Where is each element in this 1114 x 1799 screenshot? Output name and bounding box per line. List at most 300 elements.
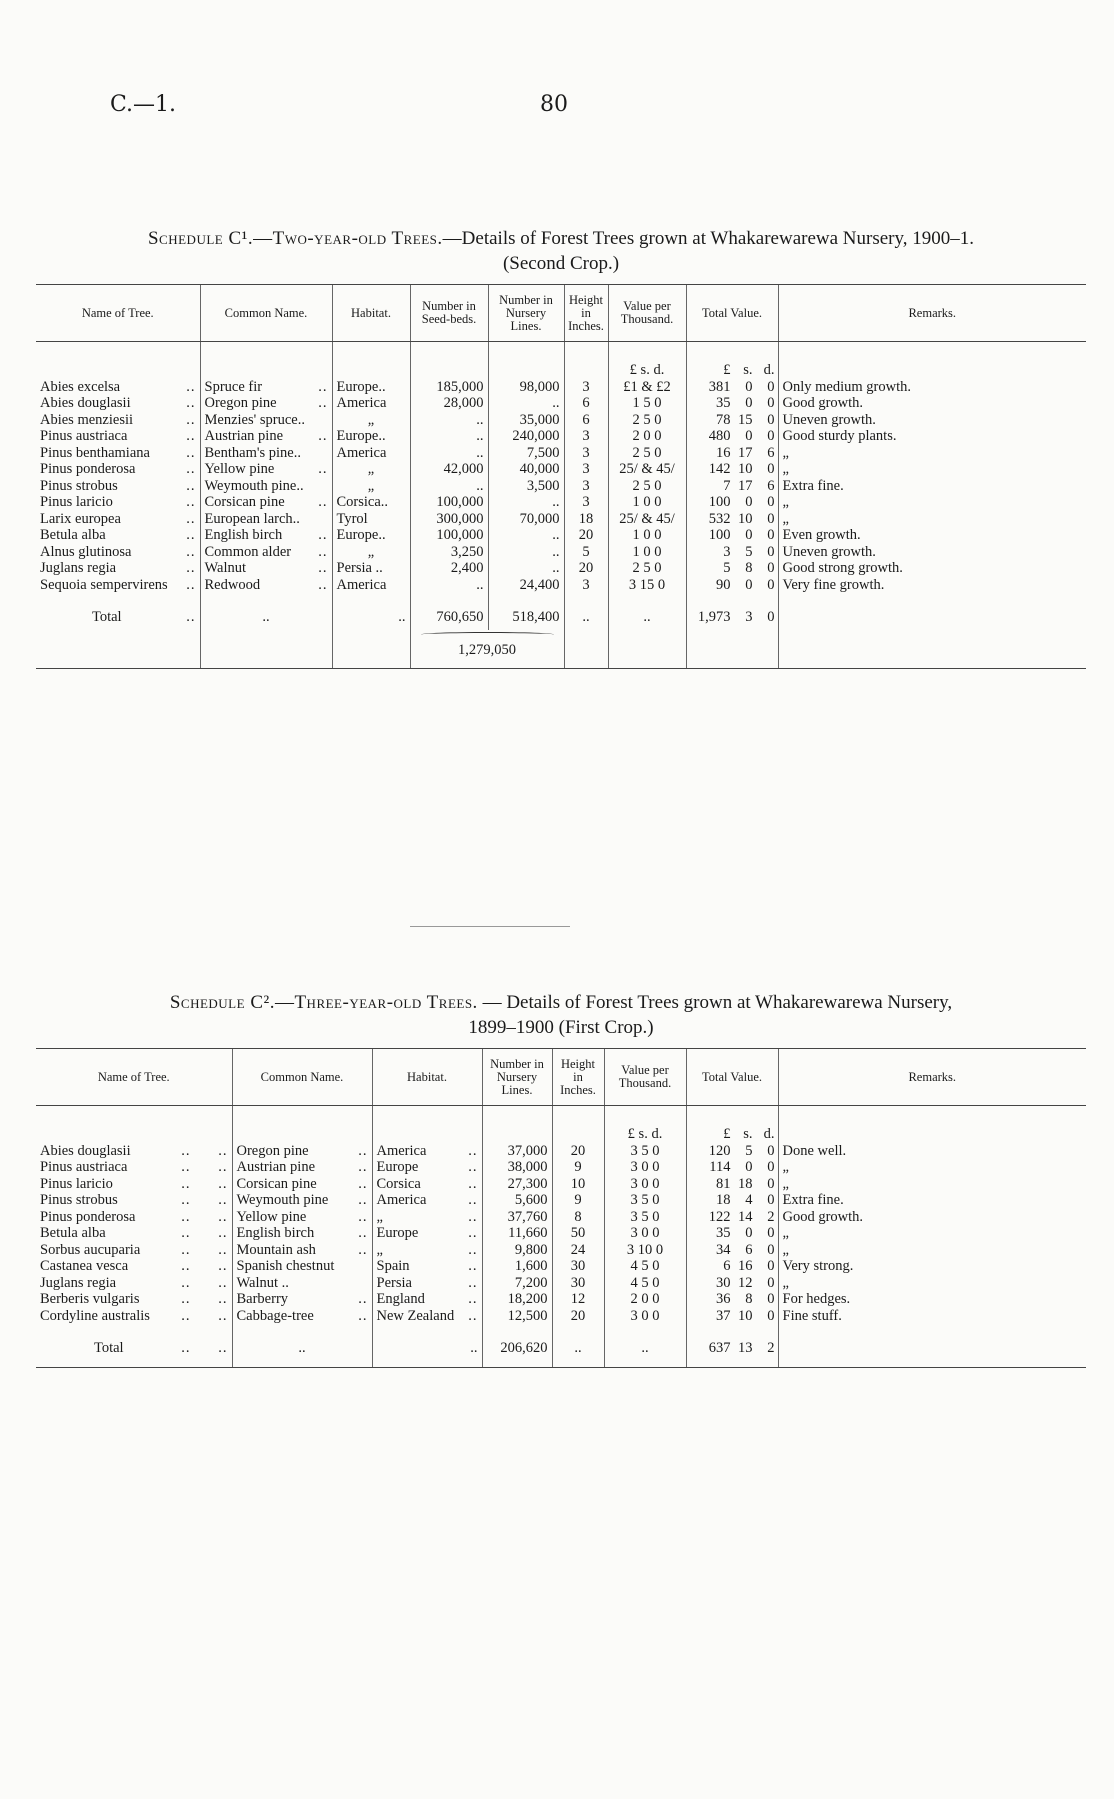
- total-shillings: 10: [738, 1307, 753, 1324]
- seedbeds-count: ..: [410, 412, 488, 429]
- seedbeds-total: 760,650: [410, 593, 488, 630]
- total-shillings: 0: [745, 395, 753, 411]
- tree-name: Pinus strobus .. ..: [40, 1192, 228, 1208]
- height: 18: [564, 511, 608, 528]
- nursery-count: 37,000: [482, 1143, 552, 1160]
- empty-cell: [410, 342, 488, 379]
- column-header: Common Name.: [232, 1049, 372, 1106]
- total-value-cell: [686, 1275, 778, 1292]
- nursery-count: 1,600: [482, 1258, 552, 1275]
- remarks: Only medium growth.: [778, 379, 1086, 396]
- remarks: Extra fine.: [778, 478, 1086, 495]
- habitat: „ ..: [372, 1209, 482, 1226]
- tree-name: Juglans regia .. ..: [40, 1274, 228, 1291]
- tree-name: Pinus ponderosa .. ..: [40, 1208, 228, 1225]
- tree-name: Sorbus aucuparia .. ..: [40, 1241, 228, 1258]
- total-pounds: 5: [723, 560, 731, 576]
- schedule2-title-rest: — Details of Forest Trees grown at Whakarewarewa Nursery,: [477, 992, 953, 1013]
- height-total: ..: [564, 593, 608, 630]
- value-per-thousand: 3 5 0: [604, 1192, 686, 1209]
- table-row: [36, 1242, 1086, 1259]
- total-pounds: 637: [708, 1340, 731, 1356]
- table-row: [36, 428, 1086, 445]
- nursery-total: 518,400: [488, 593, 564, 630]
- total-pence: 0: [767, 461, 775, 477]
- empty-cell: [372, 1106, 482, 1143]
- habitat: America ..: [372, 1192, 482, 1209]
- total-shillings: 8: [745, 560, 753, 576]
- height-total: ..: [552, 1324, 604, 1367]
- common-name: Corsican pine ..: [232, 1176, 372, 1193]
- total-pounds: 381: [708, 378, 731, 395]
- habitat: Europe..: [332, 428, 410, 445]
- remarks: Very strong.: [778, 1258, 1086, 1275]
- total-value-cell: [686, 1143, 778, 1160]
- total-pounds: 34: [716, 1241, 731, 1258]
- total-value-cell: [686, 1324, 778, 1367]
- value-per-thousand: 1 0 0: [608, 527, 686, 544]
- remarks: „: [778, 445, 1086, 462]
- total-shillings: 0: [745, 1225, 753, 1241]
- table-row: [36, 1143, 1086, 1160]
- empty-cell: [778, 342, 1086, 379]
- value-units: £ s. d.: [608, 342, 686, 379]
- table-row: [36, 544, 1086, 561]
- tree-name: Pinus laricio .. ..: [40, 1175, 228, 1192]
- common-name-blank: ..: [232, 1324, 372, 1367]
- empty-cell: [564, 342, 608, 379]
- table-row: [36, 1258, 1086, 1275]
- total-value-cell: [686, 577, 778, 594]
- height: 20: [552, 1308, 604, 1325]
- total-pence: 0: [767, 543, 775, 560]
- schedule1-title-prefix: Schedule C¹.: [147, 228, 254, 249]
- total-pounds: 37: [716, 1307, 731, 1324]
- seedbeds-count: ..: [410, 428, 488, 445]
- table-row: [36, 527, 1086, 544]
- height: 9: [552, 1192, 604, 1209]
- total-pence: 2: [767, 1208, 775, 1225]
- value-per-thousand: 2 5 0: [608, 560, 686, 577]
- value-per-thousand: 3 5 0: [604, 1209, 686, 1226]
- value-units: £ s. d.: [604, 1106, 686, 1143]
- total-pounds: 16: [716, 444, 731, 461]
- total-value-cell: [686, 428, 778, 445]
- tree-name: Pinus benthamiana ..: [40, 444, 196, 461]
- tree-name: Betula alba .. ..: [40, 1225, 228, 1241]
- tree-name: Abies excelsa ..: [40, 378, 196, 395]
- total-shillings: 5: [745, 543, 753, 560]
- tree-name: Alnus glutinosa ..: [40, 543, 196, 560]
- total-pence: 0: [767, 1291, 775, 1307]
- value-per-thousand: 3 10 0: [604, 1242, 686, 1259]
- empty-cell: [200, 630, 332, 669]
- remarks: Good growth.: [778, 395, 1086, 412]
- remarks: „: [778, 511, 1086, 528]
- total-pence: 6: [767, 444, 775, 461]
- total-pounds: 35: [716, 395, 731, 411]
- total-shillings: 18: [738, 1175, 753, 1192]
- nursery-count: ..: [488, 544, 564, 561]
- total-value-cell: [686, 1225, 778, 1242]
- empty-cell: [564, 630, 608, 669]
- habitat: Persia ..: [372, 1275, 482, 1292]
- schedule1-table: [36, 284, 1086, 669]
- height: 20: [564, 527, 608, 544]
- tree-name: Pinus strobus ..: [40, 477, 196, 494]
- tree-name: Abies menziesii ..: [40, 411, 196, 428]
- nursery-count: ..: [488, 527, 564, 544]
- nursery-count: 7,200: [482, 1275, 552, 1292]
- remarks: Good strong growth.: [778, 560, 1086, 577]
- height: 24: [552, 1242, 604, 1259]
- total-pence: 0: [767, 494, 775, 510]
- common-name: English birch ..: [232, 1225, 372, 1242]
- value-per-thousand: 2 5 0: [608, 478, 686, 495]
- value-per-thousand: 2 5 0: [608, 445, 686, 462]
- height: 5: [564, 544, 608, 561]
- remarks: „: [778, 461, 1086, 478]
- nursery-count: 24,400: [488, 577, 564, 594]
- column-header: Habitat.: [372, 1049, 482, 1106]
- total-pounds: 114: [709, 1159, 731, 1175]
- value-per-thousand: 3 0 0: [604, 1308, 686, 1325]
- height: 3: [564, 461, 608, 478]
- total-shillings: 17: [738, 477, 753, 494]
- table-row: [36, 1225, 1086, 1242]
- height: 6: [564, 395, 608, 412]
- nursery-count: 3,500: [488, 478, 564, 495]
- common-name: Spruce fir ..: [200, 379, 332, 396]
- height: 3: [564, 577, 608, 594]
- tree-name: Abies douglasii ..: [40, 395, 196, 411]
- total-value-cell: [686, 1291, 778, 1308]
- schedule1-title: [46, 226, 1076, 276]
- tree-name: Betula alba ..: [40, 527, 196, 543]
- common-name: European larch..: [200, 511, 332, 528]
- nursery-total: 206,620: [482, 1324, 552, 1367]
- total-pounds: 6: [723, 1258, 731, 1274]
- habitat: „ ..: [372, 1242, 482, 1259]
- table-row: [36, 577, 1086, 594]
- common-name: Bentham's pine..: [200, 445, 332, 462]
- common-name: Common alder ..: [200, 544, 332, 561]
- seedbeds-count: 2,400: [410, 560, 488, 577]
- remarks: Even growth.: [778, 527, 1086, 544]
- total-value-cell: [686, 544, 778, 561]
- tree-name: Castanea vesca .. ..: [40, 1258, 228, 1274]
- total-pence: 0: [767, 1307, 775, 1324]
- column-header: Number in Seed-beds.: [410, 285, 488, 342]
- total-shillings: 0: [745, 378, 753, 395]
- schedule2-title-prefix: Schedule C².: [169, 992, 275, 1013]
- table-row: [36, 1308, 1086, 1325]
- total-row: [36, 593, 1086, 630]
- column-header: Total Value.: [686, 285, 778, 342]
- table-row: [36, 1291, 1086, 1308]
- value-per-thousand: 2 0 0: [608, 428, 686, 445]
- habitat: Europe..: [332, 379, 410, 396]
- page-number: 80: [540, 92, 568, 117]
- table-row: [36, 1275, 1086, 1292]
- common-name: Barberry ..: [232, 1291, 372, 1308]
- total-shillings: 14: [738, 1208, 753, 1225]
- height: 3: [564, 428, 608, 445]
- habitat: England ..: [372, 1291, 482, 1308]
- total-pounds: 18: [716, 1192, 731, 1208]
- value-total: ..: [608, 593, 686, 630]
- total-pence: d.: [763, 1126, 775, 1142]
- total-pence: 0: [767, 1175, 775, 1192]
- tree-name: Pinus laricio ..: [40, 494, 196, 510]
- total-shillings: 16: [738, 1258, 753, 1274]
- column-header: Number in Nursery Lines.: [482, 1049, 552, 1106]
- habitat: „: [332, 544, 410, 561]
- schedule1-title-rest: —Details of Forest Trees grown at Whakarewarewa Nursery, 1900–1.: [442, 228, 975, 249]
- total-pounds: 7: [723, 477, 731, 494]
- remarks: „: [778, 494, 1086, 511]
- total-pounds: 1,973: [697, 609, 731, 625]
- value-per-thousand: 4 5 0: [604, 1275, 686, 1292]
- value-per-thousand: 3 15 0: [608, 577, 686, 594]
- value-per-thousand: 1 0 0: [608, 544, 686, 561]
- total-pence: 0: [767, 1274, 775, 1291]
- nursery-count: 12,500: [482, 1308, 552, 1325]
- grand-total-row: [36, 630, 1086, 669]
- height: 20: [552, 1143, 604, 1160]
- table-row: [36, 395, 1086, 412]
- total-value-cell: [686, 1192, 778, 1209]
- nursery-count: 40,000: [488, 461, 564, 478]
- total-pounds: £: [723, 1126, 731, 1142]
- common-name: Yellow pine ..: [232, 1209, 372, 1226]
- total-value-cell: [686, 395, 778, 412]
- empty-cell: [482, 1106, 552, 1143]
- total-shillings: 0: [745, 494, 753, 510]
- empty-cell: [232, 1106, 372, 1143]
- total-shillings: 3: [745, 609, 753, 625]
- total-shillings: 0: [745, 576, 753, 593]
- total-pence: 0: [767, 1159, 775, 1175]
- habitat: New Zealand ..: [372, 1308, 482, 1325]
- total-shillings: 6: [745, 1241, 753, 1258]
- height: 50: [552, 1225, 604, 1242]
- common-name-blank: ..: [200, 593, 332, 630]
- value-per-thousand: 2 0 0: [604, 1291, 686, 1308]
- empty-cell: [36, 1106, 232, 1143]
- habitat: „: [332, 461, 410, 478]
- nursery-count: 38,000: [482, 1159, 552, 1176]
- table-row: [36, 1209, 1086, 1226]
- remarks: Uneven growth.: [778, 544, 1086, 561]
- total-pence: 0: [767, 527, 775, 543]
- tree-name: Sequoia sempervirens ..: [40, 576, 196, 593]
- empty-cell: [778, 1106, 1086, 1143]
- habitat: America: [332, 395, 410, 412]
- schedule2-header-row: [36, 1049, 1086, 1106]
- total-pence: 0: [767, 395, 775, 411]
- nursery-count: 9,800: [482, 1242, 552, 1259]
- total-value-cell: [686, 511, 778, 528]
- page-reference: C.—1.: [110, 92, 177, 117]
- total-shillings: 0: [745, 527, 753, 543]
- empty-cell: [200, 342, 332, 379]
- remarks: Done well.: [778, 1143, 1086, 1160]
- common-name: Walnut ..: [200, 560, 332, 577]
- common-name: Mountain ash ..: [232, 1242, 372, 1259]
- seedbeds-count: 100,000: [410, 527, 488, 544]
- total-pounds: 30: [716, 1274, 731, 1291]
- total-shillings: 0: [745, 428, 753, 444]
- column-header: Height in Inches.: [552, 1049, 604, 1106]
- total-value-cell: [686, 1242, 778, 1259]
- total-shillings: 17: [738, 444, 753, 461]
- remarks: Good growth.: [778, 1209, 1086, 1226]
- seedbeds-count: 300,000: [410, 511, 488, 528]
- table-row: [36, 1176, 1086, 1193]
- habitat-blank: ..: [372, 1324, 482, 1367]
- units-row: [36, 342, 1086, 379]
- total-pounds: 532: [708, 510, 731, 527]
- value-per-thousand: 4 5 0: [604, 1258, 686, 1275]
- height: 30: [552, 1275, 604, 1292]
- schedule2-title-caps: —Three-year-old Trees.: [274, 992, 478, 1013]
- column-header: Habitat.: [332, 285, 410, 342]
- total-shillings: 10: [738, 461, 753, 477]
- total-pence: 0: [767, 428, 775, 444]
- schedule2-title-line2: 1899–1900 (First Crop.): [468, 1017, 654, 1038]
- table-row: [36, 511, 1086, 528]
- total-label: Total .. ..: [36, 1324, 232, 1367]
- nursery-count: 18,200: [482, 1291, 552, 1308]
- total-value-cell: [686, 1258, 778, 1275]
- total-shillings: 13: [738, 1340, 753, 1356]
- habitat: America: [332, 445, 410, 462]
- common-name: Walnut ..: [232, 1275, 372, 1292]
- table-row: [36, 412, 1086, 429]
- table-row: [36, 1192, 1086, 1209]
- total-pence: 0: [767, 560, 775, 576]
- total-value-cell: [686, 1176, 778, 1193]
- total-pounds: 122: [708, 1208, 731, 1225]
- remarks: „: [778, 1242, 1086, 1259]
- height: 10: [552, 1176, 604, 1193]
- common-name: Corsican pine ..: [200, 494, 332, 511]
- grand-total: 1,279,050: [410, 630, 564, 669]
- height: 8: [552, 1209, 604, 1226]
- total-value-cell: [686, 560, 778, 577]
- total-pence: 0: [767, 576, 775, 593]
- column-header: Name of Tree.: [36, 285, 200, 342]
- total-shillings: 8: [745, 1291, 753, 1307]
- column-header: Total Value.: [686, 1049, 778, 1106]
- value-per-thousand: 3 5 0: [604, 1143, 686, 1160]
- seedbeds-count: ..: [410, 478, 488, 495]
- schedule1-title-line2: (Second Crop.): [502, 253, 620, 274]
- tree-name: Pinus ponderosa ..: [40, 461, 196, 477]
- total-value-cell: [686, 1159, 778, 1176]
- table-row: [36, 379, 1086, 396]
- total-pounds: 78: [716, 411, 731, 428]
- total-value-cell: [686, 445, 778, 462]
- height: 9: [552, 1159, 604, 1176]
- tree-name: Pinus austriaca ..: [40, 428, 196, 444]
- total-shillings: 5: [745, 1142, 753, 1159]
- habitat: Tyrol: [332, 511, 410, 528]
- total-pence: 0: [767, 609, 775, 625]
- empty-cell: [332, 342, 410, 379]
- total-pence: 0: [767, 378, 775, 395]
- empty-cell: [608, 630, 686, 669]
- common-name: Austrian pine ..: [200, 428, 332, 445]
- total-value-cell: [686, 379, 778, 396]
- column-header: Remarks.: [778, 285, 1086, 342]
- total-shillings: 0: [745, 1159, 753, 1175]
- total-value-cell: [686, 494, 778, 511]
- total-label: Total ..: [92, 609, 196, 625]
- total-pence: 0: [767, 1142, 775, 1159]
- total-pounds: 3: [723, 543, 731, 560]
- height: 3: [564, 494, 608, 511]
- tree-name: Cordyline australis .. ..: [40, 1307, 228, 1324]
- habitat: Corsica..: [332, 494, 410, 511]
- total-pounds: £: [723, 362, 731, 378]
- schedule2-title: [46, 990, 1076, 1040]
- value-per-thousand: £1 & £2: [608, 379, 686, 396]
- habitat: America: [332, 577, 410, 594]
- total-pounds: 120: [708, 1142, 731, 1159]
- common-name: Oregon pine ..: [200, 395, 332, 412]
- total-pounds: 100: [708, 527, 731, 543]
- total-pence: 0: [767, 411, 775, 428]
- units-row: [36, 1106, 1086, 1143]
- seedbeds-count: 3,250: [410, 544, 488, 561]
- total-shillings: s.: [743, 1126, 753, 1142]
- column-header: Value per Thousand.: [608, 285, 686, 342]
- value-per-thousand: 3 0 0: [604, 1159, 686, 1176]
- habitat: Persia ..: [332, 560, 410, 577]
- habitat: America ..: [372, 1143, 482, 1160]
- total-value-cell: [686, 1106, 778, 1143]
- schedule1-header-row: [36, 285, 1086, 342]
- habitat: Europe ..: [372, 1159, 482, 1176]
- total-shillings: 4: [745, 1192, 753, 1208]
- tree-name: Pinus austriaca .. ..: [40, 1159, 228, 1175]
- common-name: Weymouth pine ..: [232, 1192, 372, 1209]
- empty-cell: [488, 342, 564, 379]
- schedule1-title-caps: —Two-year-old Trees.: [253, 228, 443, 249]
- total-pounds: 35: [716, 1225, 731, 1241]
- seedbeds-count: 185,000: [410, 379, 488, 396]
- common-name: Cabbage-tree ..: [232, 1308, 372, 1325]
- table-row: [36, 445, 1086, 462]
- empty-cell: [778, 630, 1086, 669]
- seedbeds-count: ..: [410, 577, 488, 594]
- total-pounds: 81: [716, 1175, 731, 1192]
- remarks: Very fine growth.: [778, 577, 1086, 594]
- total-pounds: 480: [708, 428, 731, 444]
- column-header: Common Name.: [200, 285, 332, 342]
- empty-cell: [552, 1106, 604, 1143]
- total-pounds: 100: [708, 494, 731, 510]
- remarks: „: [778, 1225, 1086, 1242]
- column-header: Value per Thousand.: [604, 1049, 686, 1106]
- remarks: Extra fine.: [778, 1192, 1086, 1209]
- total-value-cell: [686, 342, 778, 379]
- nursery-count: 35,000: [488, 412, 564, 429]
- table-row: [36, 494, 1086, 511]
- total-value-cell: [686, 1308, 778, 1325]
